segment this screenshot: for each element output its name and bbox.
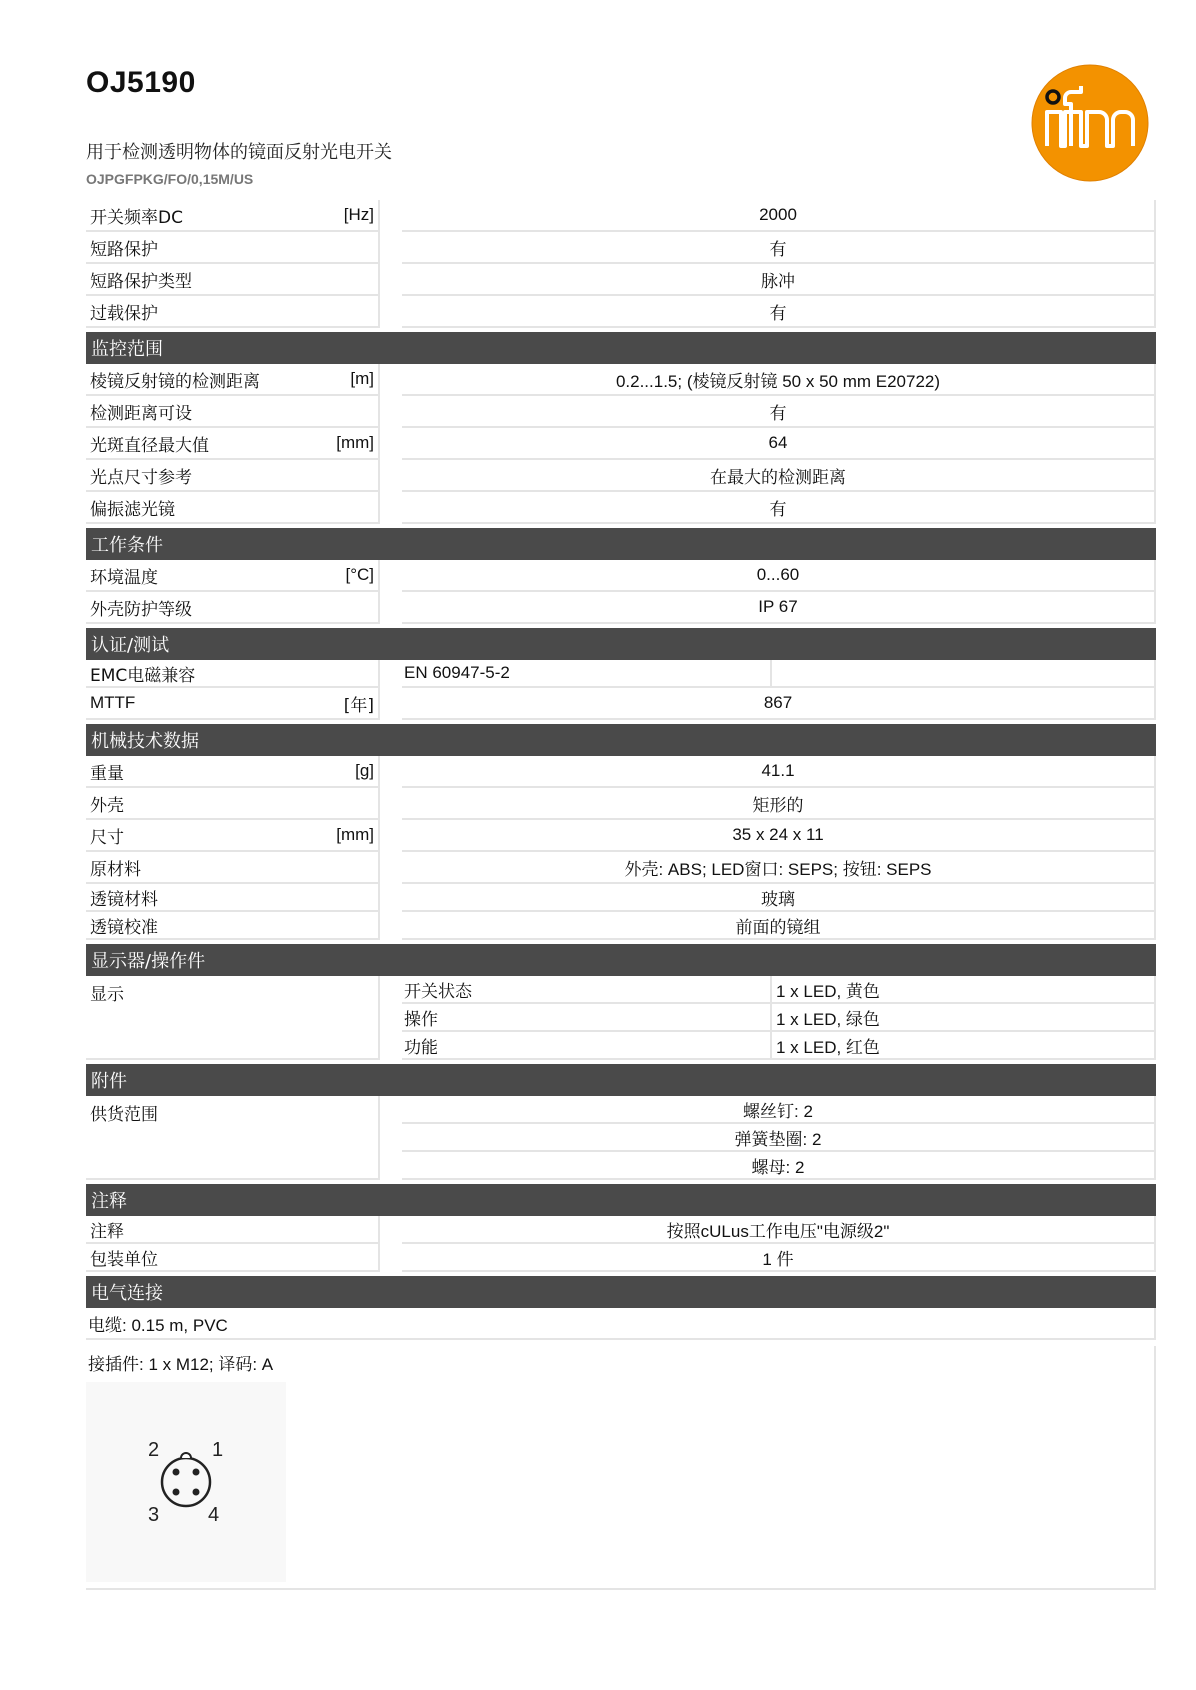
table-row: [86, 592, 1156, 624]
connector-block: [86, 1346, 1156, 1590]
row-unit: [°C]: [345, 565, 374, 584]
section-header-operating: 工作条件: [86, 528, 1156, 560]
row-label: 短路保护: [90, 239, 158, 260]
display-item: [402, 1032, 1156, 1060]
display-group: [86, 976, 1156, 1060]
display-item: [402, 1004, 1156, 1032]
row-unit: [g]: [355, 761, 374, 780]
section-header-certification: 认证/测试: [86, 628, 1156, 660]
accessories-group: [86, 1096, 1156, 1180]
table-row: [86, 560, 1156, 592]
section-header-electrical-connection: 电气连接: [86, 1276, 1156, 1308]
pin-label: 3: [148, 1504, 160, 1526]
row-value: 0...60: [402, 560, 1156, 592]
row-label: 光斑直径最大值: [90, 435, 209, 456]
product-title: OJ5190: [86, 66, 196, 99]
row-label: MTTF: [90, 693, 136, 712]
row-label: 过载保护: [90, 303, 158, 324]
table-row: [86, 460, 1156, 492]
electrical-table: [86, 200, 1156, 1590]
connector-spec: 接插件: 1 x M12; 译码: A: [88, 1355, 274, 1374]
product-code: OJPGFPKG/FO/0,15M/US: [86, 171, 254, 187]
table-row: [86, 820, 1156, 852]
row-value: 在最大的检测距离: [402, 460, 1156, 492]
row-label: 包装单位: [90, 1249, 158, 1270]
table-row: [86, 1244, 1156, 1272]
ifm-logo: [1031, 64, 1149, 182]
row-label: 显示: [90, 985, 124, 1005]
table-row: [86, 884, 1156, 912]
row-label: 环境温度: [90, 567, 158, 588]
row-unit: [m]: [350, 369, 374, 388]
product-subtitle: 用于检测透明物体的镜面反射光电开关: [86, 142, 392, 163]
pin-label: 4: [208, 1504, 220, 1526]
row-label: EMC电磁兼容: [90, 665, 196, 686]
row-label: 注释: [90, 1221, 124, 1242]
table-row: [86, 492, 1156, 524]
row-label: 偏振滤光镜: [90, 499, 175, 520]
table-row: [86, 852, 1156, 884]
pin-label: 1: [212, 1439, 224, 1461]
table-row: [86, 1216, 1156, 1244]
row-value: 脉冲: [402, 264, 1156, 296]
row-label: 透镜校准: [90, 917, 158, 938]
row-unit: [年]: [343, 695, 374, 716]
row-value: 867: [402, 688, 1156, 720]
accessory-item: 螺丝钉: 2: [402, 1096, 1156, 1124]
table-row: [86, 688, 1156, 720]
table-row: [86, 788, 1156, 820]
row-value: 64: [402, 428, 1156, 460]
pin-label: 2: [148, 1439, 160, 1461]
row-unit: [mm]: [336, 433, 374, 452]
accessory-item: 螺母: 2: [402, 1152, 1156, 1180]
table-row: [86, 364, 1156, 396]
display-key: 操作: [402, 1004, 772, 1032]
section-header-remarks: 注释: [86, 1184, 1156, 1216]
section-header-accessories: 附件: [86, 1064, 1156, 1096]
row-label: 重量: [90, 763, 124, 784]
pinout-diagram: [86, 1382, 286, 1582]
row-value: 前面的镜组: [402, 912, 1156, 940]
row-value: 按照cULus工作电压"电源级2": [402, 1216, 1156, 1244]
row-value: 玻璃: [402, 884, 1156, 912]
display-key: 开关状态: [402, 976, 772, 1004]
display-value: 1 x LED, 绿色: [772, 1004, 1156, 1032]
row-label: 尺寸: [90, 827, 124, 848]
row-value: 外壳: ABS; LED窗口: SEPS; 按钮: SEPS: [402, 852, 1156, 884]
row-value: 矩形的: [402, 788, 1156, 820]
table-row: [86, 396, 1156, 428]
table-row: [86, 756, 1156, 788]
table-row: [86, 296, 1156, 328]
row-value: 41.1: [402, 756, 1156, 788]
table-row: [86, 912, 1156, 940]
row-value: 有: [402, 492, 1156, 524]
table-row: [86, 200, 1156, 232]
display-value: 1 x LED, 黄色: [772, 976, 1156, 1004]
row-label: 外壳: [90, 795, 124, 816]
row-value: EN 60947-5-2: [402, 660, 772, 688]
table-row: [86, 428, 1156, 460]
accessory-item: 弹簧垫圈: 2: [402, 1124, 1156, 1152]
display-value: 1 x LED, 红色: [772, 1032, 1156, 1060]
row-unit: [Hz]: [343, 205, 374, 224]
row-value: 有: [402, 296, 1156, 328]
row-value: IP 67: [402, 592, 1156, 624]
row-label: 棱镜反射镜的检测距离: [90, 371, 260, 392]
row-value: 1 件: [402, 1244, 1156, 1272]
section-header-display: 显示器/操作件: [86, 944, 1156, 976]
section-header-mechanical: 机械技术数据: [86, 724, 1156, 756]
row-label: 开关频率DC: [90, 207, 183, 228]
row-value: 0.2...1.5; (棱镜反射镜 50 x 50 mm E20722): [402, 364, 1156, 396]
row-value: 有: [402, 232, 1156, 264]
row-value: 有: [402, 396, 1156, 428]
row-label: 原材料: [90, 859, 141, 880]
display-item: [402, 976, 1156, 1004]
row-label: 透镜材料: [90, 889, 158, 910]
section-header-monitoring: 监控范围: [86, 332, 1156, 364]
display-key: 功能: [402, 1032, 772, 1060]
cable-spec: 电缆: 0.15 m, PVC: [86, 1308, 1156, 1340]
row-label: 光点尺寸参考: [90, 467, 192, 488]
row-label: 外壳防护等级: [90, 599, 192, 620]
m12-pinout-icon: [86, 1382, 286, 1582]
row-label: 短路保护类型: [90, 271, 192, 292]
row-value: 2000: [402, 200, 1156, 232]
table-row: [86, 660, 1156, 688]
table-row: [86, 232, 1156, 264]
table-row: [86, 264, 1156, 296]
row-label: 检测距离可设: [90, 403, 192, 424]
row-unit: [mm]: [336, 825, 374, 844]
row-value: 35 x 24 x 11: [402, 820, 1156, 852]
row-label: 供货范围: [90, 1105, 158, 1125]
